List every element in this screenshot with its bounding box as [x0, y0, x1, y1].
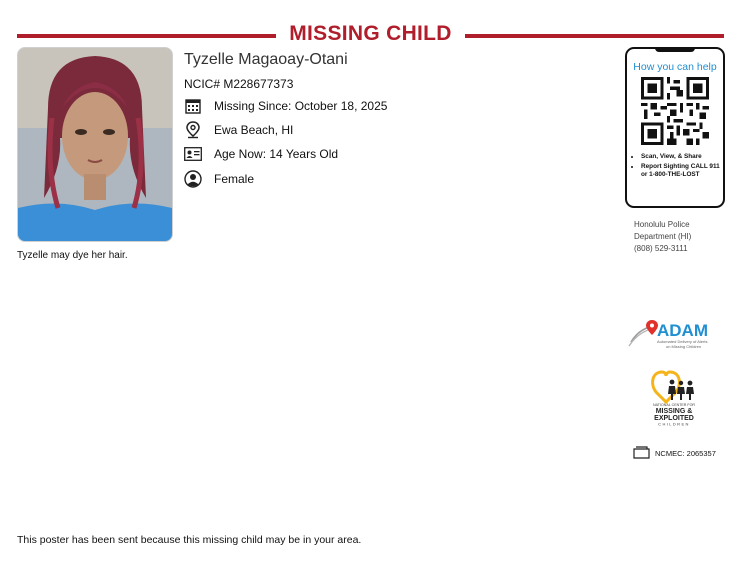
how-to-help-card — [625, 47, 725, 208]
person-icon — [184, 170, 202, 188]
poster-title: MISSING CHILD — [289, 22, 452, 45]
police-name-line2: Department (HI) — [634, 232, 692, 241]
police-name-line1: Honolulu Police — [634, 220, 690, 229]
svg-text:EXPLOITED: EXPLOITED — [654, 415, 694, 422]
ncmec-case — [633, 446, 716, 461]
child-name: Tyzelle Magaoay-Otani — [184, 51, 348, 68]
help-instructions — [631, 153, 725, 181]
police-contact — [634, 219, 691, 255]
ncmec-case-number: NCMEC: 2065357 — [655, 449, 716, 458]
svg-text:Automated Delivery of Alerts: Automated Delivery of Alerts — [657, 339, 708, 344]
adam-logo — [628, 318, 720, 357]
phone-notch — [655, 47, 695, 52]
calendar-icon — [184, 97, 202, 115]
missing-since: Missing Since: October 18, 2025 — [214, 99, 388, 113]
help-bullet-report: • Report Sighting CALL 911 or 1-800-THE-LOST — [641, 163, 725, 180]
ncic-number: NCIC# M228677373 — [184, 77, 294, 91]
header-rule-right — [465, 34, 724, 38]
svg-text:on Missing Children: on Missing Children — [666, 344, 702, 349]
sex: Female — [214, 172, 255, 186]
help-heading: How you can help — [633, 61, 717, 73]
svg-text:NATIONAL CENTER FOR: NATIONAL CENTER FOR — [653, 403, 695, 407]
location-row — [184, 120, 293, 140]
ncmec-logo — [646, 368, 702, 433]
age-row — [184, 144, 338, 164]
last-seen-location: Ewa Beach, HI — [214, 123, 294, 137]
location-pin-icon — [184, 121, 202, 139]
sex-row — [184, 169, 254, 189]
svg-text:CHILDREN: CHILDREN — [658, 421, 690, 427]
svg-text:MISSING &: MISSING & — [655, 408, 693, 415]
id-card-icon — [184, 145, 202, 163]
child-photo — [17, 47, 173, 242]
svg-text:ADAM: ADAM — [657, 321, 708, 340]
age-now: Age Now: 14 Years Old — [214, 147, 339, 161]
footer-note: This poster has been sent because this missing child may be in your area. — [17, 534, 362, 546]
folder-icon — [633, 446, 650, 461]
police-phone: (808) 529-3111 — [634, 244, 688, 253]
missing-since-row — [184, 96, 387, 116]
qr-code[interactable] — [641, 77, 709, 150]
help-bullet-scan: • Scan, View, & Share — [641, 153, 725, 162]
header-rule-left — [17, 34, 276, 38]
photo-caption: Tyzelle may dye her hair. — [17, 250, 128, 261]
